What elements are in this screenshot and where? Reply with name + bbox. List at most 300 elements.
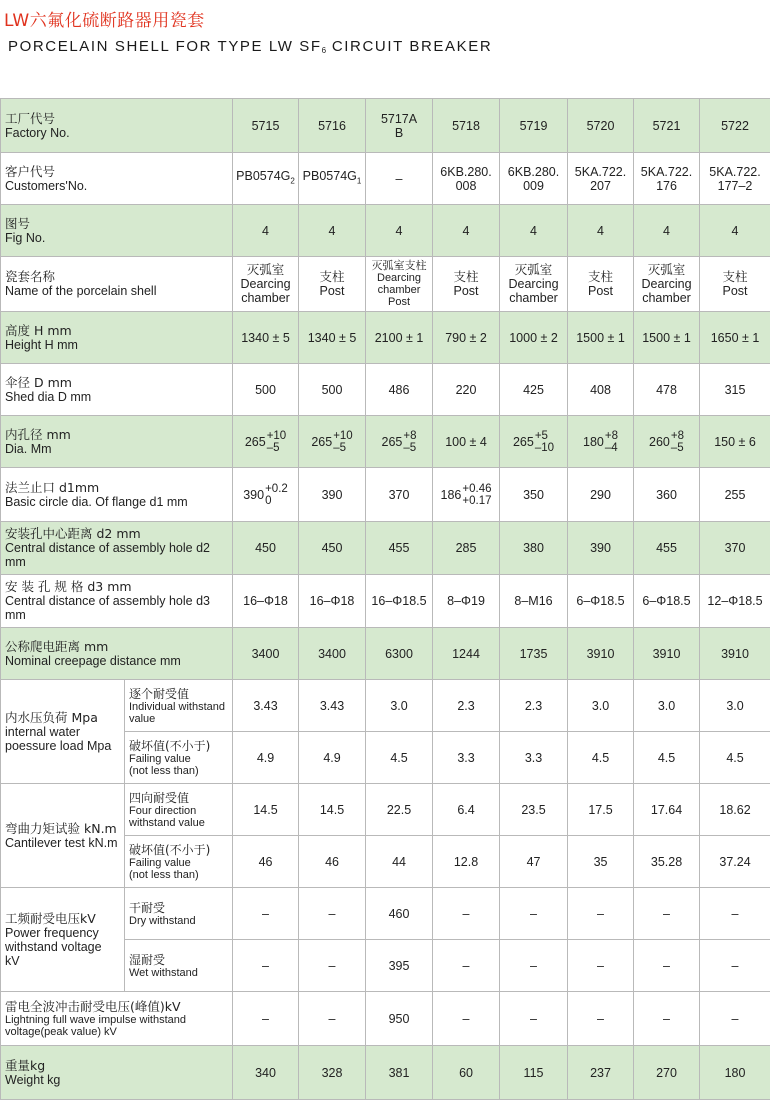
value-name-cn: 灭弧室支柱: [371, 259, 427, 272]
value-text: 4: [262, 223, 269, 238]
value-text: 6–Φ18.5: [642, 594, 691, 608]
label-cn: 湿耐受: [129, 952, 166, 967]
value-name-cn: 灭弧室: [246, 262, 285, 277]
value-cell-2: [299, 732, 366, 784]
value-cell-5: [500, 468, 568, 522]
value-cell-8: [700, 468, 770, 522]
value-text: 16–Φ18: [309, 594, 355, 608]
value-text: 5718: [452, 118, 480, 133]
value-text: 180: [724, 1065, 746, 1080]
value-text: PB0574G: [236, 168, 291, 183]
value-text: 1500 ± 1: [576, 330, 625, 345]
value-cell-6: [568, 784, 634, 836]
tolerance-value: [441, 483, 492, 507]
value-text: 14.5: [253, 802, 278, 817]
value-text: –: [530, 958, 537, 973]
label-en: Fig No.: [5, 230, 46, 245]
value-cell-8: [700, 416, 770, 468]
value-text: 370: [724, 541, 746, 555]
value-cell-5: [500, 628, 568, 680]
tolerance-value: [583, 430, 618, 454]
value-text: 237: [590, 1065, 611, 1080]
value-cell-2: [299, 153, 366, 205]
label-en: withstand value: [129, 816, 205, 829]
value-text: –: [262, 958, 269, 973]
value-text: 177–2: [717, 178, 753, 193]
value-cell-7: [634, 153, 700, 205]
value-cell-7: [634, 99, 700, 153]
label-en: Dry withstand: [129, 914, 196, 927]
value-text: 6KB.280.: [507, 164, 560, 179]
label-en: Factory No.: [5, 125, 70, 140]
value-text: 100 ± 4: [445, 434, 487, 449]
value-name-en: chamber: [642, 291, 691, 305]
value-text: 12–Φ18.5: [707, 594, 763, 608]
value-text: 950: [388, 1011, 410, 1026]
value-cell-4: [433, 732, 500, 784]
row-label-dia: [1, 416, 233, 468]
value-text: 460: [388, 906, 410, 921]
value-cell-8: [700, 312, 770, 364]
value-cell-1: [233, 732, 299, 784]
value-name-en: Post: [388, 296, 411, 308]
value-cell-2: [299, 940, 366, 992]
value-cell-5: [500, 680, 568, 732]
value-cell-6: [568, 836, 634, 888]
tolerance-base: 180: [583, 434, 604, 449]
value-text: 500: [321, 382, 343, 397]
value-cell-4: [433, 522, 500, 575]
label-cn: 内孔径 mm: [5, 426, 71, 442]
value-name-en: Post: [319, 284, 345, 298]
value-cell-5: [500, 836, 568, 888]
value-text: 5KA.722.: [574, 164, 627, 179]
tolerance-stack: [671, 430, 684, 454]
value-cell-5: [500, 205, 568, 257]
value-cell-4: [433, 364, 500, 416]
value-cell-2: [299, 992, 366, 1046]
value-cell-8: [700, 153, 770, 205]
tolerance-lower: 0: [265, 494, 272, 507]
value-subscript: 2: [290, 176, 295, 186]
tolerance-base: 390: [243, 487, 265, 502]
value-cell-3: [366, 1046, 433, 1100]
value-text: 16–Φ18.5: [371, 594, 427, 608]
value-text: –: [663, 958, 670, 973]
value-name-en: Dearcing: [508, 277, 559, 291]
label-cn: 逐个耐受值: [129, 686, 190, 701]
value-text: 3.0: [657, 698, 676, 713]
value-cell-7: [634, 312, 700, 364]
value-text: 1244: [452, 646, 480, 661]
label-en: poessure load Mpa: [5, 738, 112, 753]
value-name-en: Dearcing: [377, 272, 422, 284]
tolerance-lower: –4: [604, 441, 618, 454]
tolerance-upper: +0.46: [462, 482, 492, 495]
value-text: –: [530, 906, 537, 921]
label-en: Shed dia D mm: [5, 389, 92, 404]
value-text: 5KA.722.: [709, 164, 761, 179]
value-cell-3: [366, 416, 433, 468]
value-name-en: chamber: [509, 291, 558, 305]
value-text: 6300: [385, 646, 413, 661]
value-cell-2: [299, 416, 366, 468]
value-text: 4.9: [256, 750, 275, 765]
value-cell-4: [433, 836, 500, 888]
title-english-tail: CIRCUIT BREAKER: [326, 38, 493, 55]
value-text: 3910: [652, 646, 681, 661]
value-text: 22.5: [386, 802, 412, 817]
value-text: 17.5: [588, 802, 613, 817]
row-cantilever-1: [1, 784, 770, 836]
tolerance-upper: +8: [670, 429, 684, 442]
value-text: 285: [455, 541, 477, 555]
row-height: [1, 312, 770, 364]
value-cell-8: [700, 992, 770, 1046]
value-text: –: [597, 906, 604, 921]
value-cell-5: [500, 888, 568, 940]
value-text: 16–Φ18: [243, 594, 288, 608]
sub-label-power-1: [125, 888, 233, 940]
label-cn: 公称爬电距离 mm: [5, 638, 109, 654]
tolerance-upper: +0.2: [265, 482, 288, 495]
value-cell-3: [366, 153, 433, 205]
tolerance-stack: [605, 430, 618, 454]
value-text: 4.5: [390, 750, 408, 765]
value-text: 4.9: [323, 750, 341, 765]
tolerance-upper: +8: [403, 429, 417, 442]
value-text: 5719: [519, 118, 548, 133]
value-text: 455: [656, 541, 677, 555]
value-text: 3.43: [319, 698, 345, 713]
value-cell-1: [233, 836, 299, 888]
value-cell-1: [233, 784, 299, 836]
value-cell-5: [500, 575, 568, 628]
value-cell-7: [634, 888, 700, 940]
value-cell-7: [634, 522, 700, 575]
value-text: 3.0: [390, 698, 408, 713]
row-weight: [1, 1046, 770, 1100]
value-cell-8: [700, 364, 770, 416]
label-en: Name of the porcelain shell: [5, 284, 157, 298]
label-cn: 重量kg: [5, 1057, 46, 1073]
value-text: 408: [590, 382, 611, 397]
value-cell-1: [233, 940, 299, 992]
spec-table: [0, 98, 770, 1100]
value-text: 370: [388, 487, 410, 502]
value-text: 35.28: [650, 854, 683, 869]
label-en: Power frequency: [5, 925, 99, 940]
value-text: 207: [590, 178, 611, 193]
value-cell-6: [568, 205, 634, 257]
value-cell-6: [568, 888, 634, 940]
label-en: Failing value: [129, 856, 191, 869]
value-cell-4: [433, 257, 500, 312]
tolerance-lower: –10: [534, 441, 555, 454]
value-cell-3: [366, 836, 433, 888]
label-en: Four direction: [129, 804, 197, 817]
tolerance-base: 186: [440, 487, 462, 502]
value-text: 390: [321, 487, 343, 502]
value-cell-5: [500, 940, 568, 992]
value-cell-6: [568, 312, 634, 364]
value-text: 4.5: [591, 750, 610, 765]
value-text: 5KA.722.: [640, 164, 693, 179]
value-text: 12.8: [453, 854, 479, 869]
value-cell-7: [634, 732, 700, 784]
value-cell-6: [568, 628, 634, 680]
value-cell-3: [366, 257, 433, 312]
value-cell-7: [634, 257, 700, 312]
value-text: –: [462, 906, 470, 921]
tolerance-lower: –5: [403, 441, 417, 454]
value-name-en: Post: [588, 284, 614, 298]
row-lightning: [1, 992, 770, 1046]
value-cell-3: [366, 205, 433, 257]
value-cell-1: [233, 575, 299, 628]
sub-label-water-1: [125, 680, 233, 732]
value-text: 486: [388, 382, 410, 397]
row-d2: [1, 522, 770, 575]
value-cell-8: [700, 522, 770, 575]
value-text: –: [328, 958, 336, 973]
value-cell-6: [568, 153, 634, 205]
value-text: 8–M16: [514, 594, 553, 608]
value-text: 17.64: [650, 802, 683, 817]
value-cell-4: [433, 205, 500, 257]
value-cell-3: [366, 784, 433, 836]
value-cell-1: [233, 257, 299, 312]
label-cn: 破坏值(不小于): [129, 738, 211, 753]
value-cell-4: [433, 99, 500, 153]
value-text: 46: [258, 854, 273, 869]
row-power-1: [1, 888, 770, 940]
value-cell-6: [568, 732, 634, 784]
row-label-cantilever: [1, 784, 125, 888]
value-text: 23.5: [521, 802, 546, 817]
value-cell-4: [433, 680, 500, 732]
value-text: 450: [255, 541, 276, 555]
value-cell-6: [568, 416, 634, 468]
value-cell-3: [366, 364, 433, 416]
label-en: Weight kg: [5, 1072, 61, 1087]
row-label-height: [1, 312, 233, 364]
value-cell-3: [366, 888, 433, 940]
row-dia: [1, 416, 770, 468]
value-cell-3: [366, 575, 433, 628]
value-text: 3.3: [457, 750, 475, 765]
tolerance-value: [513, 430, 554, 454]
row-label-fig: [1, 205, 233, 257]
label-en: Central distance of assembly hole d3 mm: [5, 594, 210, 622]
value-text: 790 ± 2: [445, 330, 487, 345]
label-cn: 四向耐受值: [129, 790, 190, 805]
value-cell-4: [433, 940, 500, 992]
value-cell-1: [233, 1046, 299, 1100]
value-cell-3: [366, 312, 433, 364]
sub-label-power-2: [125, 940, 233, 992]
value-cell-1: [233, 312, 299, 364]
label-cn: 伞径 D mm: [5, 374, 72, 390]
value-cell-6: [568, 992, 634, 1046]
value-text: –: [597, 958, 604, 973]
value-text: 4: [395, 223, 403, 238]
label-cn: 干耐受: [129, 900, 166, 915]
value-cell-8: [700, 205, 770, 257]
value-text: 500: [255, 382, 276, 397]
value-cell-8: [700, 1046, 770, 1100]
label-cn: 工厂代号: [5, 110, 56, 126]
value-text: 5720: [586, 118, 615, 133]
value-name-en: chamber: [377, 284, 421, 296]
value-text: 18.62: [719, 802, 751, 817]
value-text: 3400: [251, 646, 280, 661]
sub-label-cantilever-2: [125, 836, 233, 888]
value-name-cn: 支柱: [588, 269, 614, 284]
label-cn: 安装孔中心距离 d2 mm: [5, 526, 141, 541]
value-text: 3.0: [591, 698, 610, 713]
value-cell-8: [700, 575, 770, 628]
value-text: 6.4: [457, 802, 475, 817]
value-text: 450: [321, 541, 343, 555]
label-cn: 图号: [5, 215, 31, 231]
value-cell-6: [568, 940, 634, 992]
row-label-factory: [1, 99, 233, 153]
label-en: Individual withstand: [129, 700, 226, 713]
value-cell-3: [366, 522, 433, 575]
tolerance-stack: [267, 430, 287, 454]
value-text: –: [328, 906, 336, 921]
value-text: 4: [731, 223, 739, 238]
value-cell-8: [700, 888, 770, 940]
value-cell-8: [700, 784, 770, 836]
value-text: 2100 ± 1: [374, 330, 424, 345]
value-cell-4: [433, 153, 500, 205]
value-cell-4: [433, 468, 500, 522]
value-cell-3: [366, 680, 433, 732]
row-creepage: [1, 628, 770, 680]
title-english-main: PORCELAIN SHELL FOR TYPE LW SF: [8, 38, 322, 55]
label-en: internal water: [5, 724, 81, 739]
label-en: Customers'No.: [5, 178, 88, 193]
value-cell-5: [500, 992, 568, 1046]
label-en: (not less than): [129, 764, 199, 777]
value-text: 4: [597, 223, 604, 238]
value-subscript: 1: [356, 176, 362, 186]
value-name-en: Post: [453, 284, 479, 298]
label-cn: 高度 H mm: [5, 322, 72, 338]
row-label-weight: [1, 1046, 233, 1100]
value-cell-1: [233, 205, 299, 257]
label-cn: 法兰止口 d1mm: [5, 479, 100, 495]
tolerance-upper: +8: [604, 429, 618, 442]
tolerance-lower: –5: [670, 441, 684, 454]
value-cell-1: [233, 153, 299, 205]
value-cell-7: [634, 836, 700, 888]
value-cell-2: [299, 784, 366, 836]
tolerance-value: [382, 430, 417, 454]
tolerance-value: [649, 430, 684, 454]
tolerance-stack: [333, 430, 353, 454]
value-cell-1: [233, 628, 299, 680]
value-cell-5: [500, 153, 568, 205]
value-text: –: [462, 1011, 470, 1026]
value-cell-6: [568, 468, 634, 522]
row-label-creepage: [1, 628, 233, 680]
tolerance-lower: –5: [266, 441, 280, 454]
value-text: 2.3: [524, 698, 543, 713]
value-text: 60: [459, 1065, 473, 1080]
value-name-cn: 支柱: [453, 269, 479, 284]
value-text: 381: [388, 1065, 410, 1080]
value-cell-4: [433, 312, 500, 364]
value-text: 6KB.280.: [440, 164, 492, 179]
value-cell-5: [500, 99, 568, 153]
row-label-d3: [1, 575, 233, 628]
value-text: 009: [523, 178, 544, 193]
value-cell-2: [299, 1046, 366, 1100]
value-text: 4: [530, 223, 537, 238]
row-water-1: [1, 680, 770, 732]
value-text: 1000 ± 2: [509, 330, 558, 345]
value-cell-4: [433, 992, 500, 1046]
label-en: voltage(peak value) kV: [5, 1025, 117, 1038]
value-cell-2: [299, 575, 366, 628]
value-cell-7: [634, 1046, 700, 1100]
value-cell-5: [500, 312, 568, 364]
value-text: 5721: [652, 118, 681, 133]
value-text: 176: [656, 178, 677, 193]
row-label-lightning: [1, 992, 233, 1046]
value-text: 255: [724, 487, 746, 502]
value-text: –: [462, 958, 470, 973]
label-en: value: [129, 712, 156, 725]
value-text: 3.0: [726, 698, 744, 713]
label-en: Basic circle dia. Of flange d1 mm: [5, 494, 188, 509]
value-text: 3.43: [253, 698, 278, 713]
value-cell-6: [568, 680, 634, 732]
label-en: Cantilever test kN.m: [5, 835, 118, 850]
value-text: 1735: [519, 646, 548, 661]
value-name-cn: 灭弧室: [647, 262, 686, 277]
value-text: 3910: [721, 646, 749, 661]
value-text: 290: [590, 487, 611, 502]
value-text: 270: [656, 1065, 677, 1080]
row-label-name: [1, 257, 233, 312]
value-text: 3400: [318, 646, 346, 661]
value-cell-8: [700, 99, 770, 153]
value-text: 1340 ± 5: [241, 330, 290, 345]
value-text: 8–Φ19: [447, 594, 485, 608]
value-cell-1: [233, 468, 299, 522]
label-cn: 瓷套名称: [5, 269, 56, 284]
value-cell-4: [433, 1046, 500, 1100]
value-text: 47: [526, 854, 541, 869]
label-cn: 破坏值(不小于): [129, 842, 211, 857]
label-en: Lightning full wave impulse withstand: [5, 1013, 186, 1026]
value-cell-7: [634, 940, 700, 992]
value-cell-6: [568, 257, 634, 312]
value-text: 478: [656, 382, 677, 397]
value-cell-4: [433, 628, 500, 680]
value-text: 3910: [586, 646, 615, 661]
row-label-customer: [1, 153, 233, 205]
value-text: 5717A: [380, 111, 418, 126]
label-en: withstand voltage: [5, 939, 102, 954]
value-cell-6: [568, 522, 634, 575]
row-label-shed: [1, 364, 233, 416]
value-name-en: Dearcing: [641, 277, 692, 291]
